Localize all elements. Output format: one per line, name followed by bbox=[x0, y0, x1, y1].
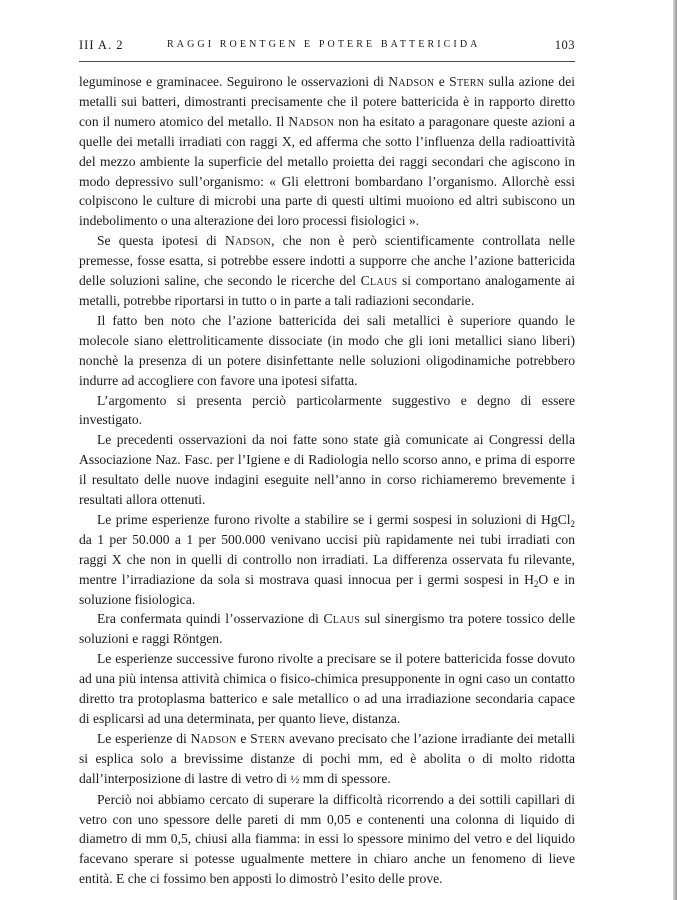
text-run: O e in soluzione fisiologica. bbox=[79, 571, 575, 607]
page-number: 103 bbox=[554, 38, 575, 52]
text-run: Le esperienze successive furono rivolte a precisare se il potere battericida fosse dovuto ad una più intensa attività chimica o fisico-chimica presupponente in ogni caso un contatto diretto tra protoplasma batterico e sale metallico o ad una irradiazione secondaria capace di esplicarsi ad una determinata, per quanto lieve, distanza. bbox=[79, 651, 575, 726]
author-name: Claus bbox=[323, 611, 361, 627]
text-run: sulla azione dei metalli sui batteri, dimostranti precisamente che il potere battericida è in rapporto diretto con il numero atomico del metallo. Il bbox=[79, 74, 575, 129]
author-name: Nadson bbox=[388, 74, 435, 89]
author-name: Nadson bbox=[190, 730, 237, 746]
paragraph bbox=[79, 430, 575, 510]
text-run: Perciò noi abbiamo cercato di superare la difficoltà ricorrendo a dei sottili capillari di vetro con uno spessore delle pareti di mm 0,05 e contenenti una colonna di liquido di diametro di mm 0,5, chiusi alla fiamma: in essi lo spessore minimo del vetro e del liquido facevano sperare si potesse ugualmente mettere in chiaro anche un fenomeno di lieve entità. E che ci fossimo ben apposti lo dimostrò l’esito delle prove. bbox=[79, 791, 575, 887]
text-run: si comportano analogamente ai metalli, potrebbe riportarsi in tutto o in parte a tali radiazioni secondarie. bbox=[79, 273, 576, 308]
text-run: avevano precisato che l’azione irradiante dei metalli si esplica solo a brevissime distanze di pochi mm, ed è abolita o di molto ridotta dall’interposizione di lastre di vetro di bbox=[79, 730, 576, 786]
text-run: Le prime esperienze furono rivolte a stabilire se i germi sospesi in soluzioni di HgCl bbox=[97, 511, 571, 527]
subscript: 2 bbox=[570, 518, 575, 529]
paragraph bbox=[79, 609, 575, 649]
header-rule bbox=[79, 61, 575, 62]
text-run: non ha esitato a paragonare queste azioni a quelle dei metalli irradiati con raggi X, ed afferma che sotto l’influenza della radioattività del mezzo ambiente la superficie del metallo proietta dei raggi secondari che agiscono in modo depressivo sull’organismo: « Gli elettroni bombardano l’organismo. Allorchè essi colpiscono le culture di microbi una parte di questi ultimi muoiono ed altri subiscono un indebolimento o una alterazione dei loro processi fisiologici ». bbox=[79, 113, 575, 229]
text-run: mm di spessore. bbox=[299, 770, 391, 786]
paragraph bbox=[79, 311, 575, 391]
author-name: Claus bbox=[360, 273, 398, 289]
paragraph bbox=[79, 790, 575, 890]
paragraph bbox=[79, 231, 575, 311]
book-page bbox=[79, 38, 575, 889]
scan-edge bbox=[673, 0, 677, 900]
text-run: sul sinergismo tra potere tossico delle soluzioni e raggi Röntgen. bbox=[79, 611, 576, 647]
text-run: leguminose e graminacee. Seguirono le osservazioni di bbox=[79, 74, 389, 89]
text-run: L’argomento si presenta perciò particolarmente suggestivo e degno di essere investigato. bbox=[79, 392, 575, 428]
running-head bbox=[79, 38, 575, 58]
subscript: 2 bbox=[533, 578, 539, 589]
author-name: Stern bbox=[250, 730, 286, 746]
paragraph bbox=[79, 510, 575, 610]
author-name: Nadson bbox=[224, 233, 272, 249]
fraction: ½ bbox=[290, 771, 300, 786]
paragraph bbox=[79, 729, 575, 790]
text-run: Era confermata quindi l’osservazione di bbox=[97, 611, 324, 627]
text-run: e bbox=[434, 74, 450, 89]
paragraph bbox=[79, 391, 575, 431]
paragraph bbox=[79, 72, 575, 231]
text-run: e bbox=[236, 730, 251, 746]
running-title: RAGGI ROENTGEN E POTERE BATTERICIDA bbox=[167, 39, 481, 50]
section-number: III A. 2 bbox=[79, 38, 124, 52]
body-text bbox=[79, 72, 575, 889]
text-run: , che non è però scientificamente controllata nelle premesse, fosse esatta, si potrebbe essere indotti a supporre che anche l’azione battericida delle soluzioni saline, che secondo le ricerche del bbox=[79, 233, 575, 289]
author-name: Stern bbox=[449, 74, 485, 89]
author-name: Nadson bbox=[288, 113, 335, 129]
paragraph bbox=[79, 649, 575, 729]
text-run: da 1 per 50.000 a 1 per 500.000 venivano uccisi più rapidamente nei tubi irradiati con raggi X che non in quelli di controllo non irradiati. La differenza osservata fu rilevante, mentre l’irradiazione da sola si mostrava quasi innocua per i germi sospesi in H bbox=[79, 531, 575, 587]
text-run: Se questa ipotesi di bbox=[97, 233, 225, 249]
text-run: Il fatto ben noto che l’azione battericida dei sali metallici è superiore quando le molecole siano elettroliticamente dissociate (in modo che gli ioni metallici siano liberi) nonchè la presenza di un potere disinfettante nelle soluzioni oligodinamiche potrebbero indurre ad accogliere con favore una ipotesi sifatta. bbox=[79, 312, 575, 388]
text-run: Le esperienze di bbox=[97, 730, 191, 746]
text-run: Le precedenti osservazioni da noi fatte sono state già comunicate ai Congressi della Associazione Naz. Fasc. per l’Igiene e di Radiologia nello scorso anno, e prima di esporre il resultato delle nuove indagini eseguite nell’anno in corso richiameremo brevemente i resultati allora ottenuti. bbox=[79, 432, 575, 508]
